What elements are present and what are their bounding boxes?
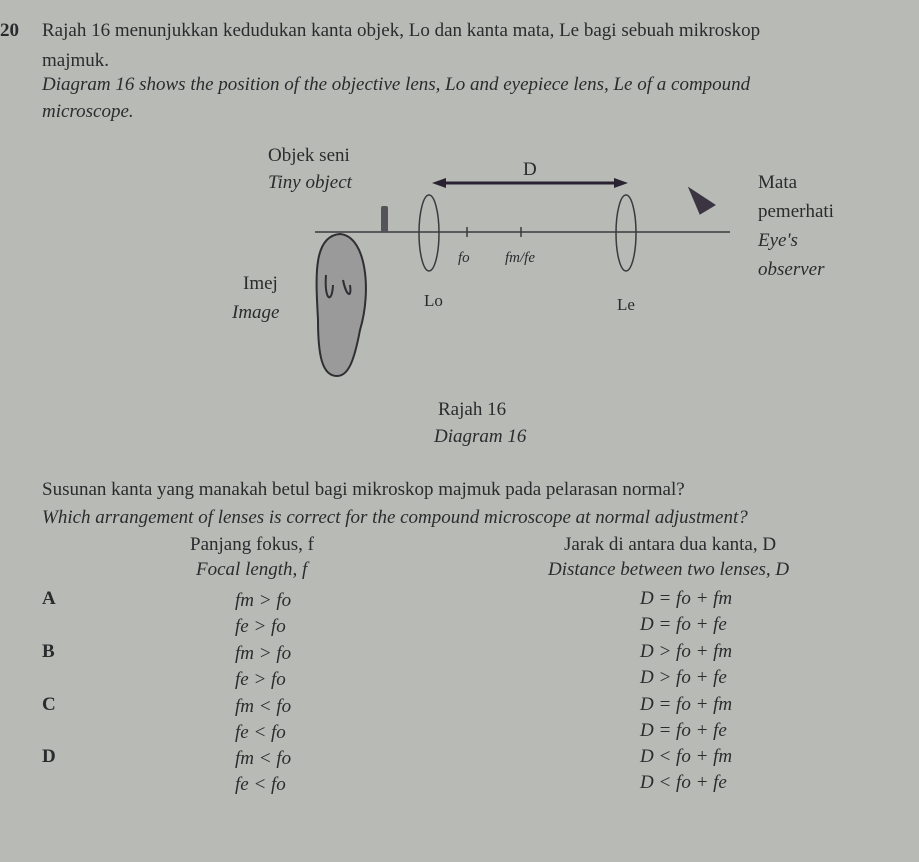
- option-letter[interactable]: A: [42, 588, 56, 609]
- lens-o-label: Lo: [424, 291, 443, 310]
- caption-english: Diagram 16: [434, 426, 527, 447]
- focal-m-e-label: fm/fe: [505, 250, 535, 266]
- arrow-head-right: [614, 178, 628, 188]
- focal-relation-1: fm < fo: [235, 696, 292, 717]
- eye-label-english-2: observer: [758, 259, 825, 280]
- question-english-line2: microscope.: [42, 101, 134, 122]
- focal-relation-1: fm > fo: [235, 643, 292, 664]
- question-number: 20: [0, 20, 19, 41]
- object-label-malay: Objek seni: [268, 145, 350, 166]
- image-shoe-icon: [317, 234, 366, 376]
- eye-label-malay-2: pemerhati: [758, 201, 834, 222]
- focal-relation-2: fe < fo: [235, 774, 286, 795]
- distance-label: D: [523, 159, 537, 180]
- prompt-malay: Susunan kanta yang manakah betul bagi mikroskop majmuk pada pelarasan normal?: [42, 479, 685, 500]
- question-malay-line1: Rajah 16 menunjukkan kedudukan kanta objek, Lo dan kanta mata, Le bagi sebuah mikroskop: [42, 20, 761, 41]
- distance-relation-1: D > fo + fm: [640, 641, 733, 662]
- objective-lens: [419, 195, 439, 271]
- eyepiece-lens: [616, 195, 636, 271]
- option-letter[interactable]: D: [42, 746, 56, 767]
- distance-relation-2: D > fo + fe: [640, 667, 727, 688]
- caption-malay: Rajah 16: [438, 399, 507, 420]
- prompt-english: Which arrangement of lenses is correct for the compound microscope at normal adjustment?: [42, 507, 748, 528]
- focal-o-label: fo: [458, 250, 470, 266]
- tiny-object-icon: [381, 206, 388, 232]
- option-letter[interactable]: C: [42, 694, 56, 715]
- eye-icon: [689, 188, 715, 214]
- arrow-head-left: [432, 178, 446, 188]
- question-malay-line2: majmuk.: [42, 50, 110, 71]
- col1-header-malay: Panjang fokus, f: [190, 534, 315, 555]
- lens-e-label: Le: [617, 295, 635, 314]
- question-english-line1: Diagram 16 shows the position of the objective lens, Lo and eyepiece lens, Le of a compound: [42, 74, 751, 95]
- focal-relation-1: fm < fo: [235, 748, 292, 769]
- focal-relation-2: fe > fo: [235, 616, 286, 637]
- col2-header-english: Distance between two lenses, D: [548, 559, 790, 580]
- eye-label-malay-1: Mata: [758, 172, 798, 193]
- col2-header-malay: Jarak di antara dua kanta, D: [564, 534, 777, 555]
- image-label-english: Image: [232, 302, 280, 323]
- distance-relation-1: D < fo + fm: [640, 746, 733, 767]
- distance-relation-1: D = fo + fm: [640, 588, 733, 609]
- distance-relation-2: D < fo + fe: [640, 772, 727, 793]
- object-label-english: Tiny object: [268, 172, 352, 193]
- col1-header-english: Focal length, f: [196, 559, 308, 580]
- focal-relation-2: fe < fo: [235, 722, 286, 743]
- image-label-malay: Imej: [243, 273, 278, 294]
- option-letter[interactable]: B: [42, 641, 55, 662]
- eye-label-english-1: Eye's: [758, 230, 798, 251]
- distance-relation-2: D = fo + fe: [640, 720, 727, 741]
- distance-relation-1: D = fo + fm: [640, 694, 733, 715]
- focal-relation-2: fe > fo: [235, 669, 286, 690]
- distance-relation-2: D = fo + fe: [640, 614, 727, 635]
- focal-relation-1: fm > fo: [235, 590, 292, 611]
